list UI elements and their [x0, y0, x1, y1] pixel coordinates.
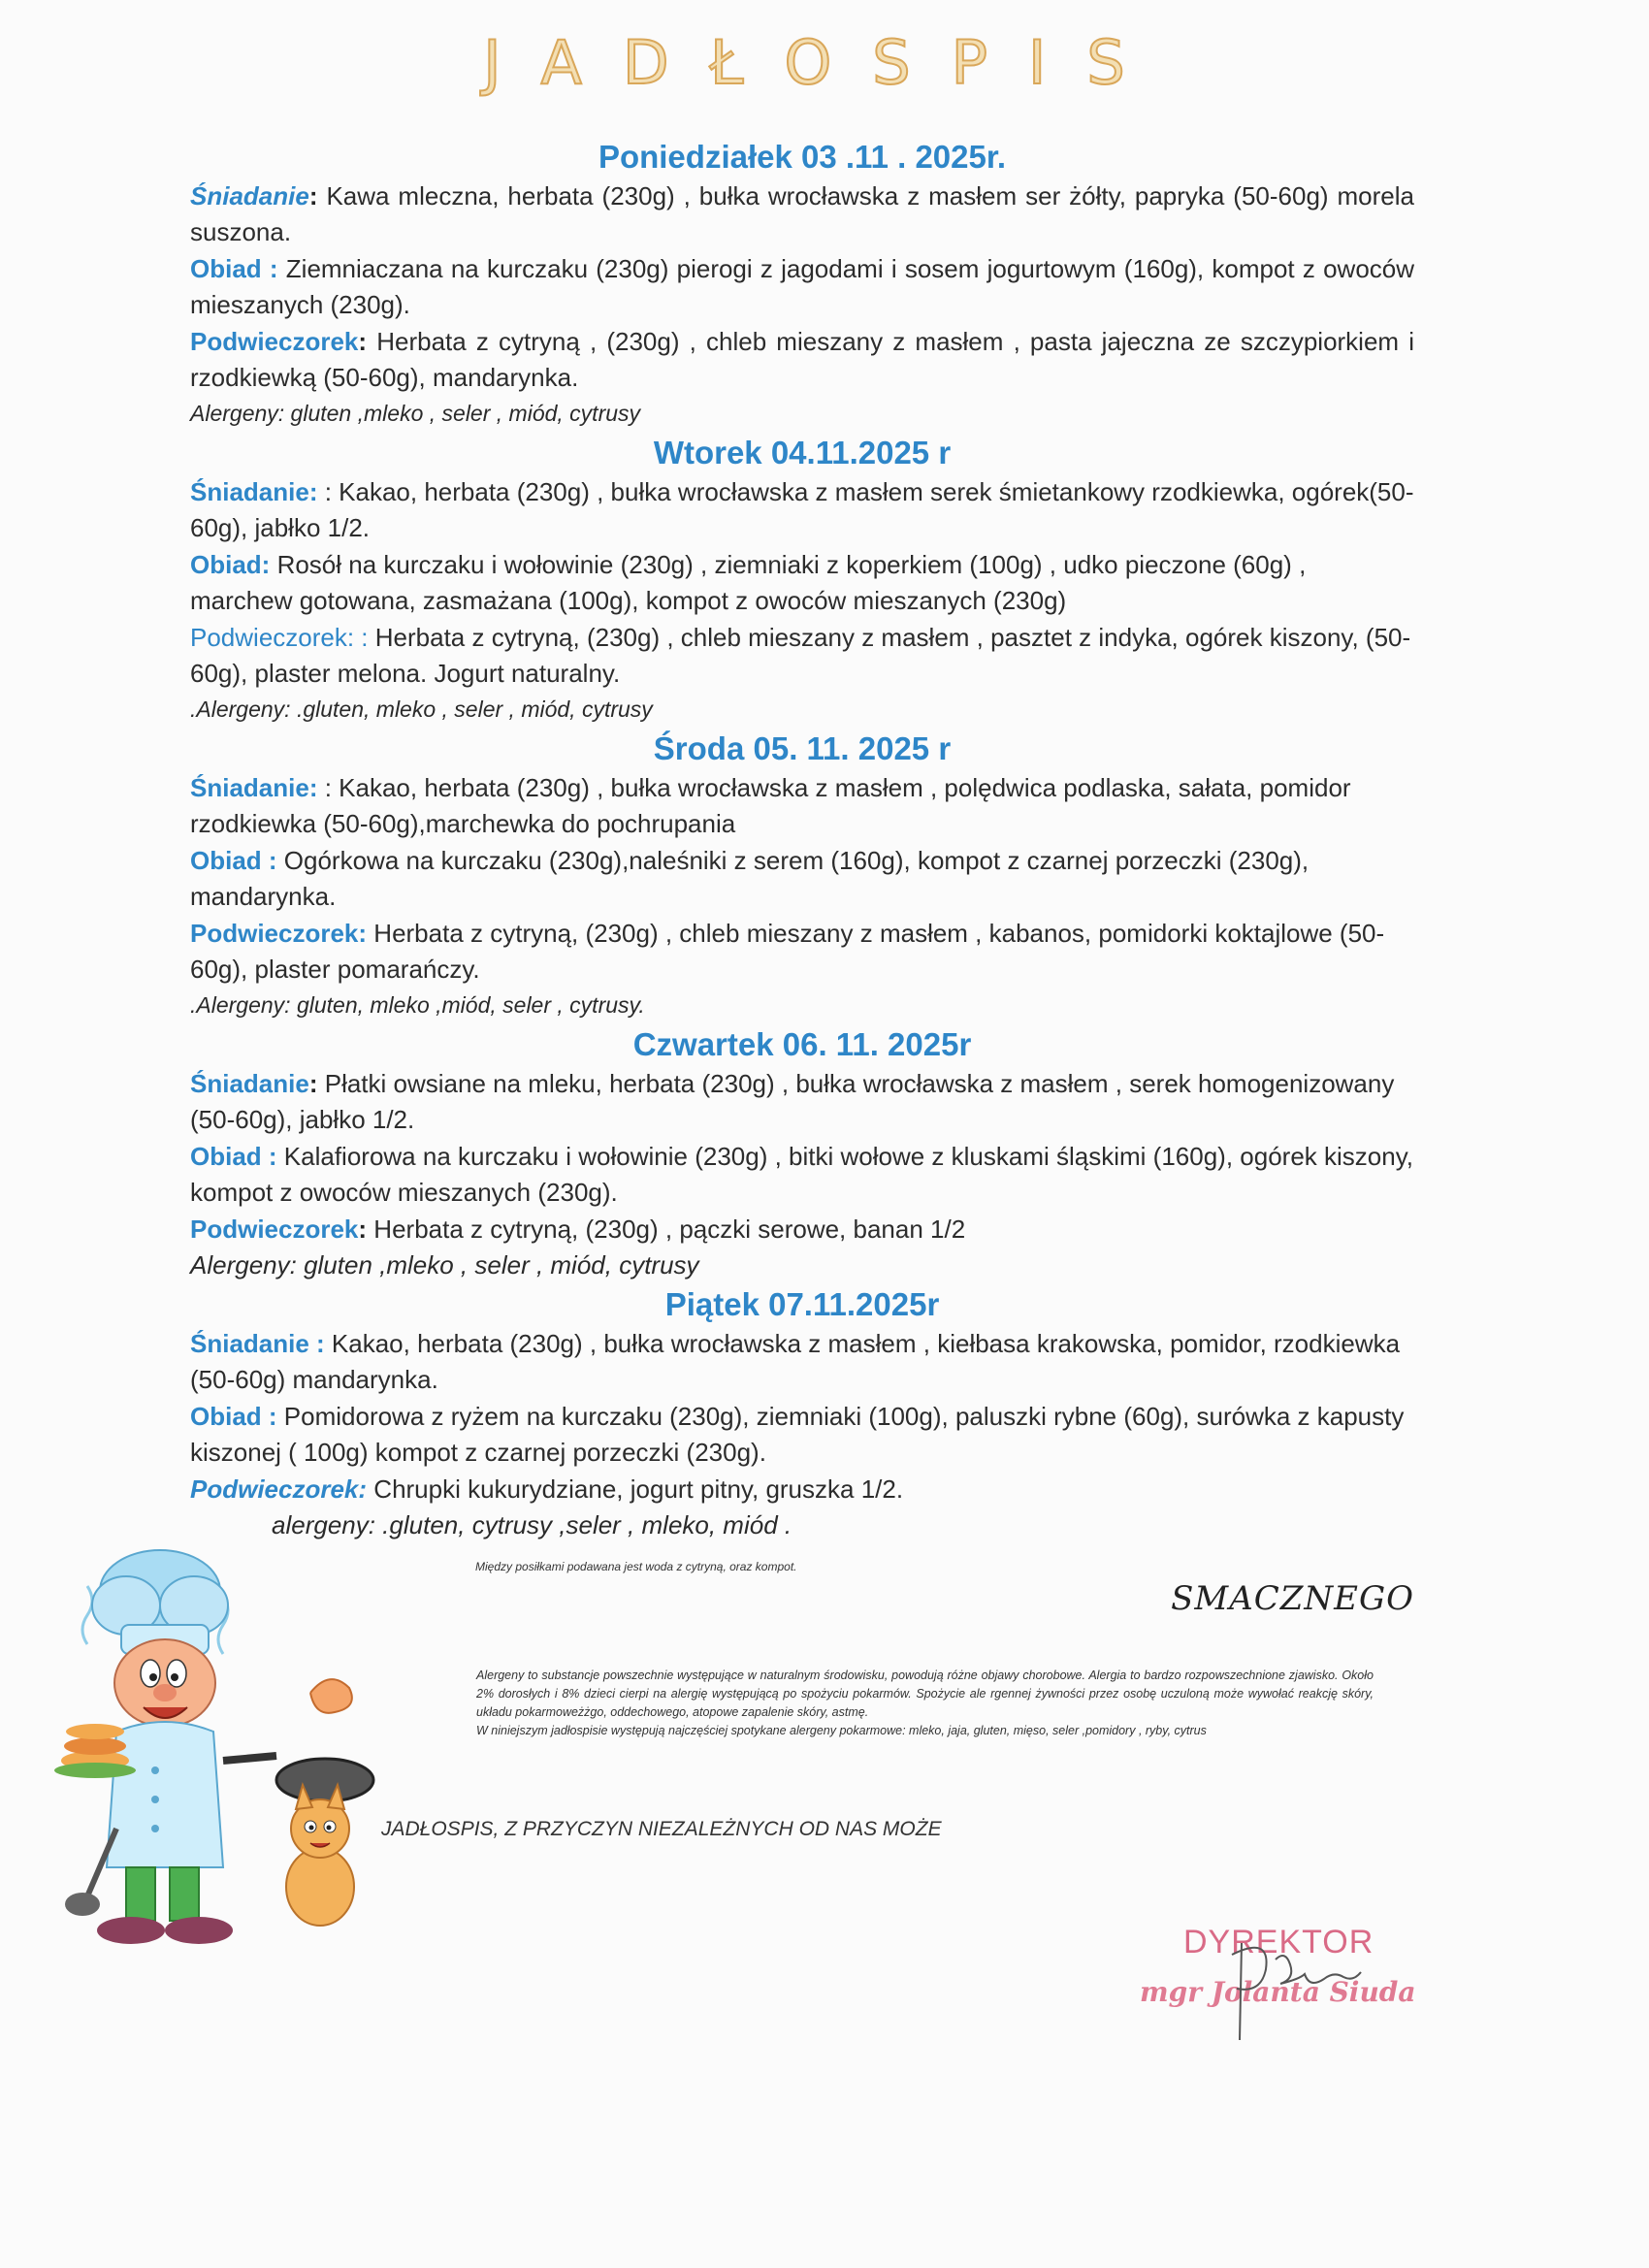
meal-text: Ogórkowa na kurczaku (230g),naleśniki z serem (160g), kompot z czarnej porzeczki (230g), mandarynka.: [190, 846, 1310, 911]
meal-label: Śniadanie: [190, 181, 309, 211]
stamp-name: mgr Jolanta Siuda: [1140, 1976, 1416, 2008]
meal-snack: [190, 916, 1414, 988]
meal-lunch: [190, 1139, 1414, 1211]
meal-label: Śniadanie: [190, 1069, 309, 1098]
allergens-line: Alergeny: gluten ,mleko , seler , miód, cytrusy: [190, 1250, 699, 1280]
meal-breakfast: [190, 1066, 1414, 1138]
meal-label: Śniadanie :: [190, 1329, 332, 1358]
meal-label-colon: :: [358, 327, 368, 356]
meal-label: Podwieczorek: [190, 327, 359, 356]
meal-label: Podwieczorek:: [190, 919, 368, 948]
meal-breakfast: [190, 474, 1414, 546]
meal-breakfast: [190, 770, 1414, 842]
meal-label: Obiad :: [190, 1142, 277, 1171]
meal-text: Herbata z cytryną, (230g) , chleb mieszany z masłem , kabanos, pomidorki koktajlowe (50-60g), plaster pomarańczy.: [190, 919, 1385, 984]
smacznego-text: SMACZNEGO: [1171, 1579, 1414, 1618]
day-section: [190, 136, 1414, 430]
meal-snack: [190, 620, 1414, 692]
meal-text: Kawa mleczna, herbata (230g) , bułka wrocławska z masłem ser żółty, papryka (50-60g) morela suszona.: [190, 181, 1414, 246]
meal-text: Chrupki kukurydziane, jogurt pitny, gruszka 1/2.: [367, 1474, 904, 1504]
meal-snack: [190, 324, 1414, 396]
meal-text: Herbata z cytryną, (230g) , chleb mieszany z masłem , pasztet z indyka, ogórek kiszony, (50-60g), plaster melona. Jogurt naturalny.: [190, 623, 1411, 688]
meal-label-colon: :: [358, 1215, 368, 1244]
meal-label: Obiad :: [190, 254, 286, 283]
director-stamp: [1116, 1916, 1445, 2081]
meal-label: Śniadanie:: [190, 773, 325, 802]
water-note: Między posiłkami podawana jest woda z cytryną, oraz kompot.: [475, 1560, 797, 1573]
day-heading: Środa 05. 11. 2025 r: [653, 730, 952, 766]
meal-label: Podwieczorek: [190, 1215, 359, 1244]
day-section: [190, 728, 1414, 1021]
allergy-info-paragraph: Alergeny to substancje powszechnie występujące w naturalnym środowisku, powodują różne objawy chorobowe. Alergia to bardzo rozpowszechnione zjawisko. Około 2% dorosłych i 8% dzieci cierpi na alergię występującą po spożyciu pokarmów. Spożycie ale rgennej żywności przez osobę uczuloną może wywołać reakcję skóry, układu pokarmoweżżgo, oddechowego, atopowe zapalenie skóry, astmę.: [476, 1669, 1374, 1719]
meal-text: Kakao, herbata (230g) , bułka wrocławska z masłem , kiełbasa krakowska, pomidor, rzodkiewka (50-60g) mandarynka.: [190, 1329, 1401, 1394]
meal-lunch: [190, 547, 1414, 619]
meal-text: Pomidorowa z ryżem na kurczaku (230g), ziemniaki (100g), paluszki rybne (60g), surówka z kapusty kiszonej ( 100g) kompot z czarnej porzeczki (230g).: [190, 1402, 1405, 1467]
day-heading: Poniedziałek 03 .11 . 2025r.: [598, 139, 1007, 175]
meal-label: Obiad:: [190, 550, 271, 579]
allergens-line: Alergeny: gluten ,mleko , seler , miód, cytrusy: [190, 401, 641, 426]
day-section: [190, 1283, 1414, 1541]
meal-text: : Kakao, herbata (230g) , bułka wrocławska z masłem serek śmietankowy rzodkiewka, ogórek(50-60g), jabłko 1/2.: [190, 477, 1414, 542]
meal-label: Podwieczorek: :: [190, 623, 369, 652]
meal-text: Herbata z cytryną, (230g) , pączki serowe, banan 1/2: [367, 1215, 966, 1244]
meal-lunch: [190, 843, 1414, 915]
meal-label: Obiad :: [190, 846, 284, 875]
day-heading: Wtorek 04.11.2025 r: [653, 435, 952, 470]
meal-text: Herbata z cytryną , (230g) , chleb mieszany z masłem , pasta jajeczna ze szczypiorkiem i rzodkiewką (50-60g), mandarynka.: [190, 327, 1414, 392]
allergens-line: .Alergeny: .gluten, mleko , seler , miód, cytrusy: [190, 697, 653, 722]
disclaimer-text: JADŁOSPIS, Z PRZYCZYN NIEZALEŻNYCH OD NAS MOŻE: [381, 1818, 942, 1840]
meal-label: Śniadanie:: [190, 477, 325, 506]
chef-illustration-icon: [48, 1538, 378, 1984]
day-section: [190, 1023, 1414, 1281]
meal-text: Płatki owsiane na mleku, herbata (230g) , bułka wrocławska z masłem , serek homogenizowany (50-60g), jabłko 1/2.: [190, 1069, 1395, 1134]
day-heading: Piątek 07.11.2025r: [664, 1286, 940, 1322]
meal-label: Podwieczorek:: [190, 1474, 368, 1504]
signature-icon: [1116, 1916, 1445, 2081]
meal-breakfast: [190, 1326, 1414, 1398]
menu-content: [190, 136, 1414, 1543]
meal-snack: [190, 1212, 1414, 1247]
allergy-info-paragraph: W niniejszym jadłospisie występują najczęściej spotykane alergeny pokarmowe: mleko, jaja, gluten, mięso, seler ,pomidory , ryby, cytrus: [476, 1724, 1207, 1737]
meal-text: Ziemniaczana na kurczaku (230g) pierogi z jagodami i sosem jogurtowym (160g), kompot z owoców mieszanych (230g).: [190, 254, 1415, 319]
allergy-info: [476, 1667, 1374, 1740]
meal-text: Kalafiorowa na kurczaku i wołowinie (230g) , bitki wołowe z kluskami śląskimi (160g), ogórek kiszony, kompot z owoców mieszanych (230g).: [190, 1142, 1413, 1207]
meal-label: Obiad :: [190, 1402, 284, 1431]
meal-lunch: [190, 1399, 1414, 1471]
meal-text: : Kakao, herbata (230g) , bułka wrocławska z masłem , polędwica podlaska, sałata, pomidor rzodkiewka (50-60g),marchewka do pochrupania: [190, 773, 1351, 838]
day-heading: Czwartek 06. 11. 2025r: [632, 1026, 972, 1062]
meal-snack: [190, 1472, 1414, 1507]
stamp-title: DYREKTOR: [1183, 1924, 1374, 1960]
meal-lunch: [190, 251, 1414, 323]
meal-label-colon: :: [308, 1069, 318, 1098]
meal-label-colon: :: [308, 181, 318, 211]
day-section: [190, 432, 1414, 726]
allergens-line: .Alergeny: gluten, mleko ,miód, seler , cytrusy.: [190, 992, 645, 1018]
meal-text: Rosół na kurczaku i wołowinie (230g) , ziemniaki z koperkiem (100g) , udko pieczone (60g) , marchew gotowana, zasmażana (100g), kompot z owoców mieszanych (230g): [190, 550, 1307, 615]
allergens-line: alergeny: .gluten, cytrusy ,seler , mleko, miód .: [272, 1510, 792, 1539]
page-title: JADŁOSPIS: [483, 27, 1166, 98]
meal-breakfast: [190, 178, 1414, 250]
